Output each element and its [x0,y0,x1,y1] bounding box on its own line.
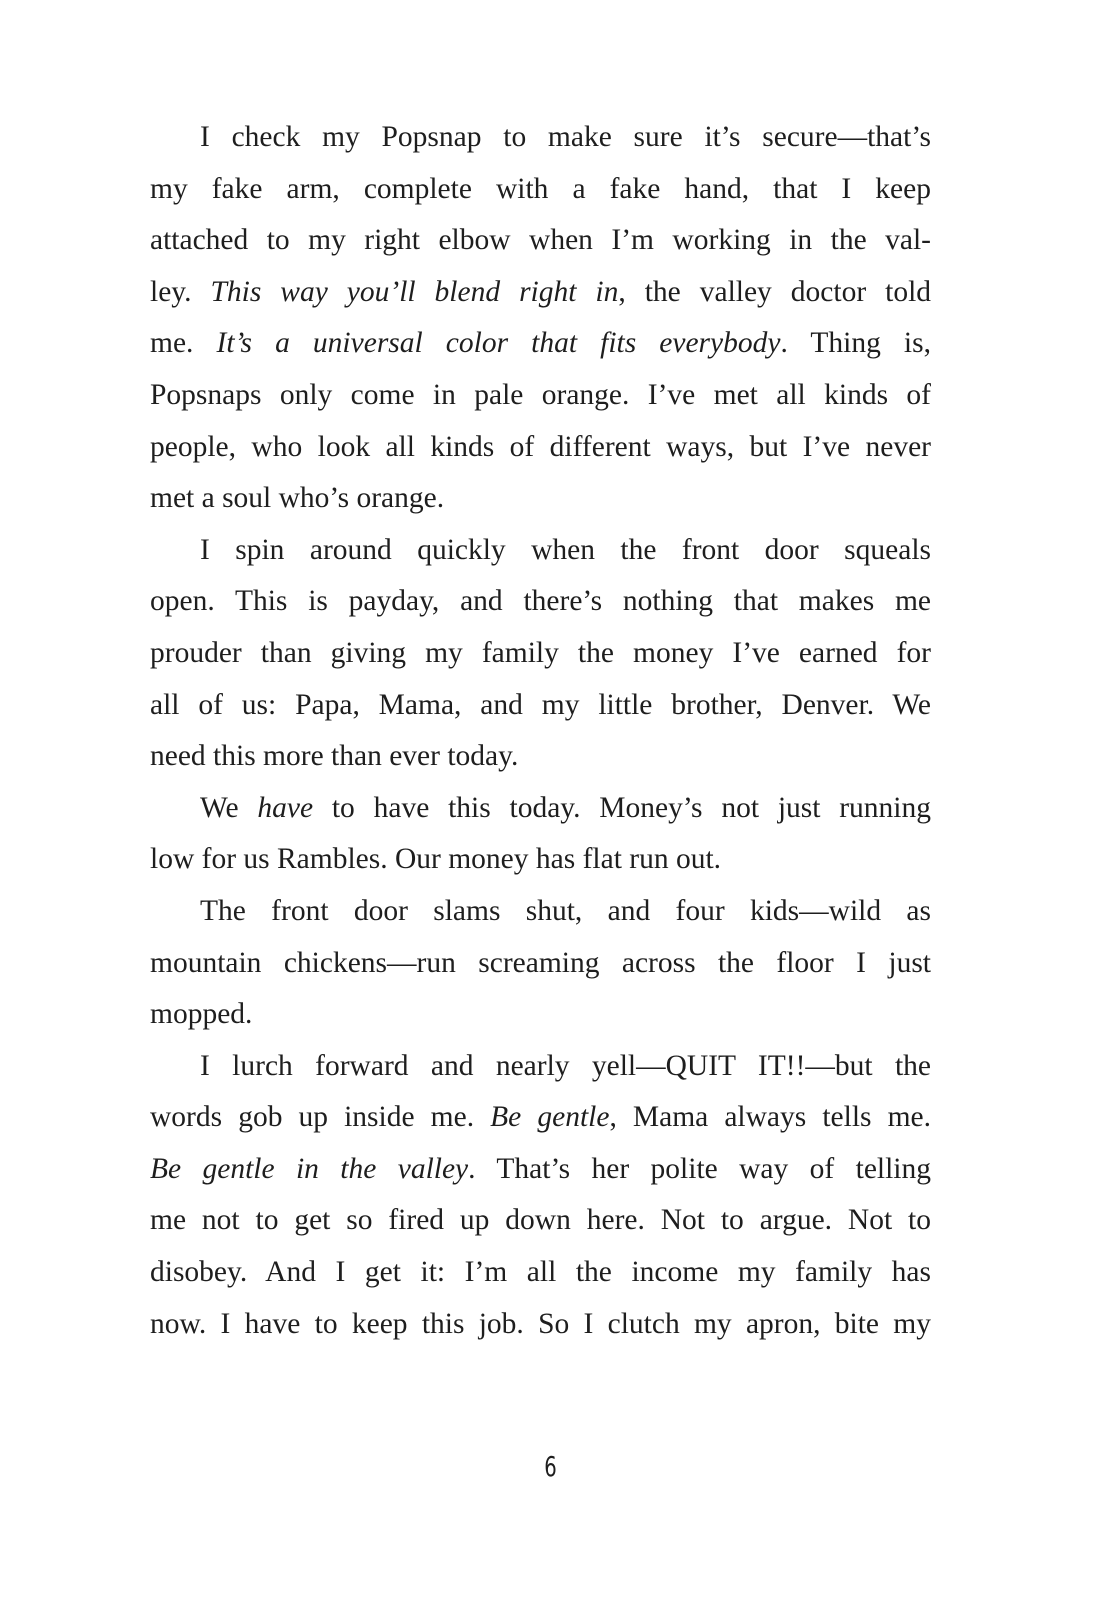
text-run: , Mama always tells me. [609,1101,931,1134]
text-run: all of us: Papa, Mama, and my little brother, Denver. We [150,688,931,721]
text-line [150,628,931,680]
text-line [150,834,931,886]
text-line [150,1144,931,1196]
text-run: people, who look all kinds of different ways, but I’ve never [150,430,931,463]
text-line [150,731,931,783]
text-run: Popsnaps only come in pale orange. I’ve met all kinds of [150,378,931,411]
text-run: open. This is payday, and there’s nothing that makes me [150,585,931,618]
text-line [150,370,931,422]
text-line [150,1041,931,1093]
text-line [150,938,931,990]
text-run: mountain chickens—run screaming across the floor I just [150,946,931,979]
text-line [150,783,931,835]
text-line [150,989,931,1041]
text-line [150,1299,931,1351]
italic-text: have [257,791,314,824]
text-line [150,886,931,938]
text-run: need this more than ever today. [150,740,519,773]
text-line [150,267,931,319]
text-line [150,112,931,164]
text-line [150,680,931,732]
text-run: . That’s her polite way of telling [468,1152,931,1185]
body-text [150,112,931,1350]
text-line [150,576,931,628]
text-run: met a soul who’s orange. [150,482,445,515]
italic-text: This way you’ll blend right in [210,275,619,308]
text-run: I spin around quickly when the front door squeals [200,533,931,566]
text-run: We [200,791,258,824]
text-run: ley. [150,275,211,308]
text-run: me not to get so fired up down here. Not to argue. Not to [150,1204,931,1237]
text-run: I check my Popsnap to make sure it’s secure—that’s [200,121,931,153]
text-run: attached to my right elbow when I’m working in the val- [150,224,931,257]
text-run: disobey. And I get it: I’m all the income my family has [150,1256,931,1289]
text-run: I lurch forward and nearly yell—QUIT IT!!—but the [200,1049,931,1082]
text-line [150,1195,931,1247]
italic-text: Be gentle in the valley [150,1152,469,1185]
text-line [150,473,931,525]
text-line [150,422,931,474]
text-run: low for us Rambles. Our money has flat run out. [150,843,722,876]
text-line [150,1247,931,1299]
page-number: 6 [544,1450,557,1483]
text-run: . Thing is, [780,327,931,360]
italic-text: It’s a universal color that fits everybody [216,327,781,360]
text-line [150,215,931,267]
text-line [150,318,931,370]
text-line [150,1092,931,1144]
italic-text: Be gentle [490,1101,610,1134]
text-run: , the valley doctor told [618,275,932,308]
text-run: mopped. [150,998,253,1031]
text-run: prouder than giving my family the money I’ve earned for [150,636,931,669]
text-run: words gob up inside me. [150,1101,491,1134]
text-line [150,525,931,577]
text-run: me. [150,327,217,360]
text-run: my fake arm, complete with a fake hand, that I keep [150,172,931,205]
text-run: now. I have to keep this job. So I clutch my apron, bite my [150,1307,931,1340]
text-run: to have this today. Money’s not just running [313,791,932,824]
text-run: The front door slams shut, and four kids—wild as [200,894,931,927]
text-line [150,164,931,216]
